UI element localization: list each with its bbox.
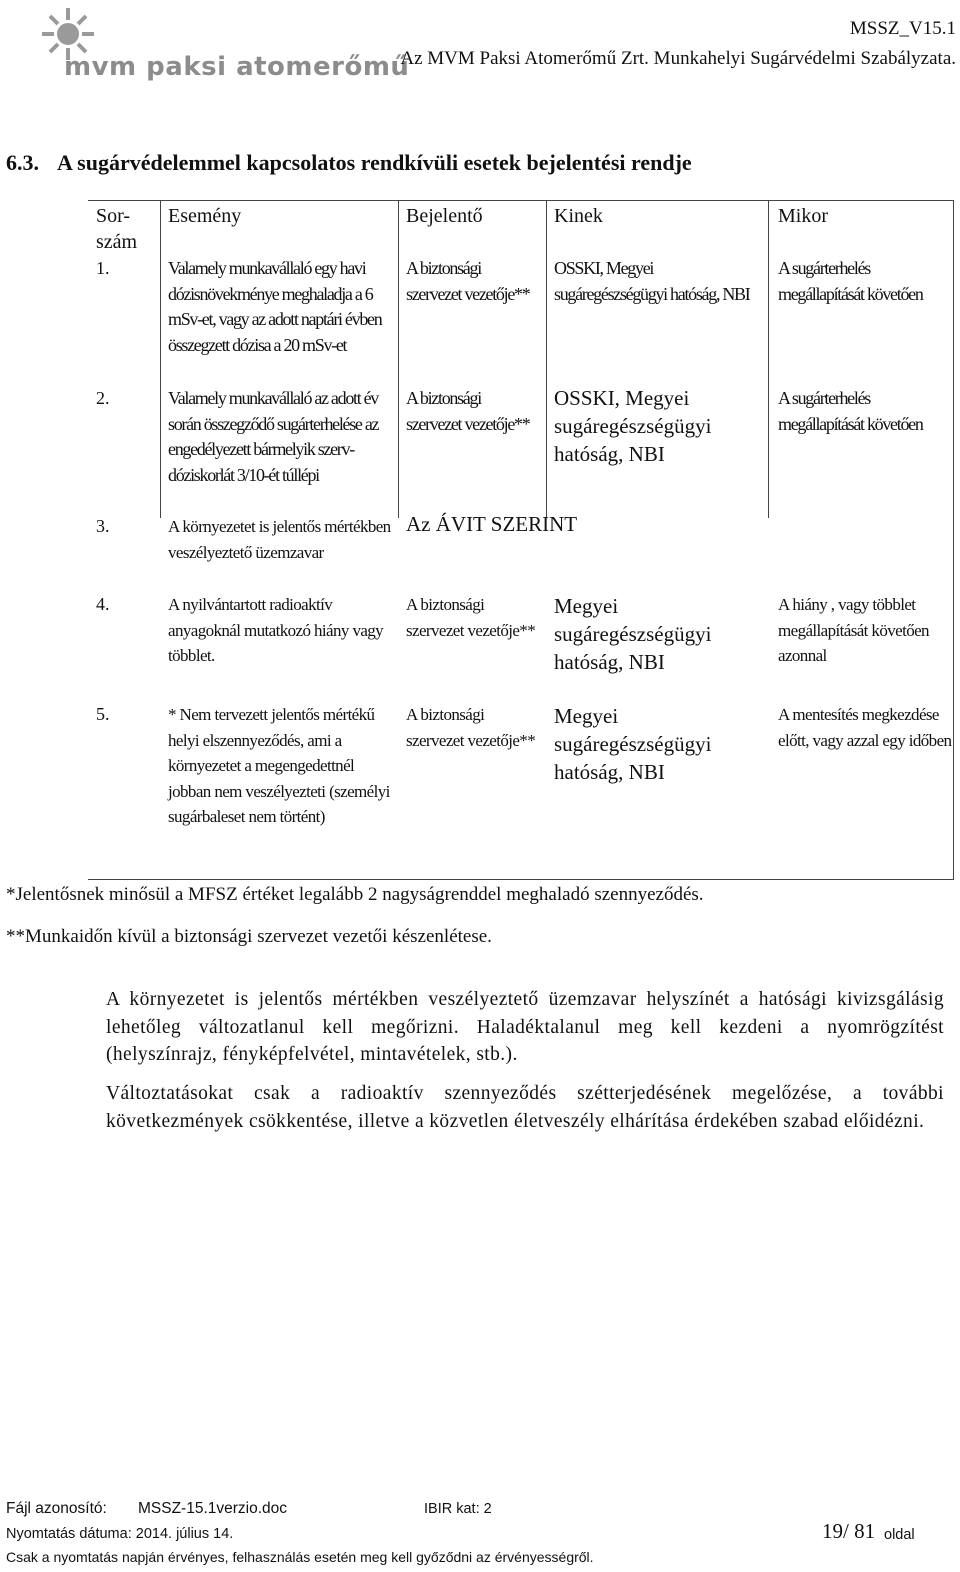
table-row-1-event: Valamely munkavállaló egy havi dózisnövekménye meghaladja a 6 mSv-et, vagy az adott naptári évben összegzett dózisa a 20 mSv-et: [168, 258, 382, 355]
company-logo: [30, 4, 410, 82]
footer-file-label: Fájl azonosító:: [6, 1500, 107, 1517]
table-row-1-no: 1.: [96, 258, 110, 278]
footer-file-name: MSSZ-15.1verzio.doc: [138, 1500, 288, 1517]
footer-page-number: 19/ 81: [822, 1519, 876, 1543]
table-row-3-reporter: Az ÁVIT SZERINT: [406, 512, 578, 536]
table-row-2-reporter: A biztonsági szervezet vezetője**: [406, 388, 530, 434]
table-header-no: Sor-szám: [96, 205, 138, 253]
table-row-2-event: Valamely munkavállaló az adott év során összegződő sugárterhelése az engedélyezett bármelyik szerv-dóziskorlát 3/10-ét túllépi: [168, 388, 379, 485]
table-row-1-to-whom: OSSKI, Megyei sugáregészségügyi hatóság, NBI: [554, 258, 750, 304]
footnote-off-hours: **Munkaidőn kívül a biztonsági szervezet vezetői készenlétese.: [6, 926, 492, 947]
table-row-5-when: A mentesítés megkezdése előtt, vagy azzal egy időben: [778, 705, 952, 750]
table-header-to-whom: Kinek: [554, 205, 603, 227]
section-title: A sugárvédelemmel kapcsolatos rendkívüli esetek bejelentési rendje: [57, 150, 692, 175]
table-row-4-when: A hiány , vagy többlet megállapítását követően azonnal: [778, 595, 929, 665]
table-row-3-event: A környezetet is jelentős mértékben veszélyeztető üzemzavar: [168, 517, 391, 562]
table-row-5-no: 5.: [96, 704, 110, 724]
table-row-2-no: 2.: [96, 388, 110, 408]
footnote-significant: *Jelentősnek minősül a MFSZ értéket legalább 2 nagyságrenddel meghaladó szennyeződés.: [6, 884, 704, 905]
footer-print-date: Nyomtatás dátuma: 2014. július 14.: [6, 1526, 234, 1542]
section-heading: [6, 150, 692, 176]
table-row-5-event: * Nem tervezett jelentős mértékű helyi elszennyeződés, ami a környezetet a megengedettnél jobban nem veszélyezteti (személyi sugárbaleset nem történt): [168, 705, 390, 826]
table-row-5-reporter: A biztonsági szervezet vezetője**: [406, 705, 536, 750]
table-row-1-when: A sugárterhelés megállapítását követően: [778, 258, 923, 304]
logo-wordmark: mvm paksi atomerőmű: [64, 52, 410, 82]
table-row-2-to-whom: OSSKI, Megyei sugáregészségügyi hatóság, NBI: [554, 386, 712, 466]
footer-page-word: oldal: [884, 1527, 915, 1543]
table-row-4-no: 4.: [96, 594, 110, 614]
table-row-4-reporter: A biztonsági szervezet vezetője**: [406, 595, 536, 640]
paragraph-site-preservation: A környezetet is jelentős mértékben veszélyeztető üzemzavar helyszínét a hatósági kivizsgálásig lehetőleg változatlanul kell megőrizni. Haladéktalanul meg kell kezdeni a nyomrögzítést (helyszínrajz, fényképfelvétel, mintavételek, stb.).: [106, 989, 944, 1065]
table-row-4-to-whom: Megyei sugáregészségügyi hatóság, NBI: [554, 594, 712, 674]
footer-ibir: IBIR kat: 2: [424, 1501, 492, 1517]
table-divider: [546, 200, 547, 518]
document-title: Az MVM Paksi Atomerőmű Zrt. Munkahelyi Sugárvédelmi Szabályzata.: [400, 48, 956, 69]
paragraph-changes: Változtatásokat csak a radioaktív szennyeződés szétterjedésének megelőzése, a további következmények csökkentése, illetve a közvetlen életveszély elhárítása érdekében szabad előidézni.: [106, 1083, 944, 1132]
table-header-when: Mikor: [778, 205, 828, 227]
footer-validity-note: Csak a nyomtatás napján érvényes, felhasználás esetén meg kell győződni az érvényességről.: [6, 1549, 594, 1565]
table-divider: [160, 200, 161, 518]
table-row-2-when: A sugárterhelés megállapítását követően: [778, 388, 923, 434]
table-row-4-event: A nyilvántartott radioaktív anyagoknál mutatkozó hiány vagy többlet.: [168, 595, 384, 665]
table-divider: [398, 200, 399, 518]
document-code: MSSZ_V15.1: [849, 18, 956, 39]
table-row-1-reporter: A biztonsági szervezet vezetője**: [406, 258, 530, 304]
table-divider: [768, 200, 769, 518]
table-header-reporter: Bejelentő: [406, 205, 483, 227]
table-row-5-to-whom: Megyei sugáregészségügyi hatóság, NBI: [554, 704, 712, 784]
table-row-3-no: 3.: [96, 516, 110, 536]
section-number: 6.3.: [6, 150, 39, 175]
table-header-event: Esemény: [168, 205, 242, 227]
